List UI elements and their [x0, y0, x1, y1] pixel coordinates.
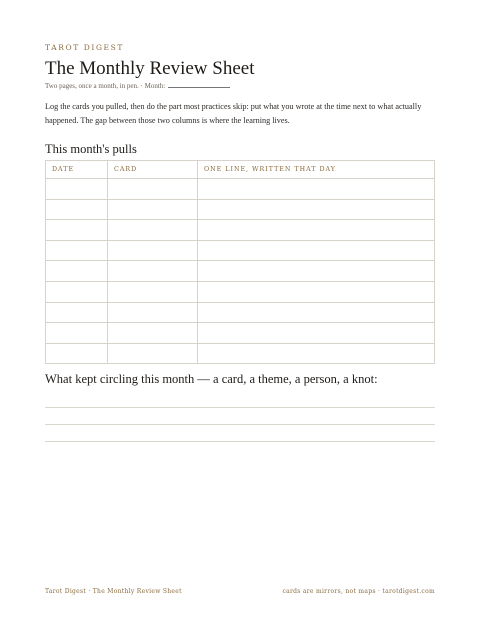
table-row [46, 323, 435, 344]
card-cell[interactable] [108, 261, 198, 282]
write-line[interactable] [45, 441, 435, 442]
date-cell[interactable] [46, 302, 108, 323]
pulls-table [45, 160, 435, 364]
date-cell[interactable] [46, 179, 108, 200]
header-card: CARD [108, 161, 198, 179]
card-cell[interactable] [108, 220, 198, 241]
write-line[interactable] [45, 407, 435, 408]
one-line-cell[interactable] [198, 240, 435, 261]
date-cell[interactable] [46, 220, 108, 241]
pulls-heading: This month's pulls [45, 142, 137, 156]
card-cell[interactable] [108, 240, 198, 261]
intro-paragraph: Log the cards you pulled, then do the part most practices skip: put what you wrote at the time next to what actually happened. The gap between those two columns is where the learning lives. [45, 102, 422, 125]
card-cell[interactable] [108, 179, 198, 200]
table-row [46, 179, 435, 200]
subtitle-text: Two pages, once a month, in pen. · Month: [45, 82, 166, 90]
month-blank-line[interactable] [168, 80, 230, 88]
date-cell[interactable] [46, 240, 108, 261]
pulls-table-body [46, 179, 435, 364]
one-line-cell[interactable] [198, 302, 435, 323]
one-line-cell[interactable] [198, 261, 435, 282]
table-row [46, 261, 435, 282]
date-cell[interactable] [46, 343, 108, 364]
table-row [46, 220, 435, 241]
table-row [46, 240, 435, 261]
table-header-row [46, 161, 435, 179]
page-title: The Monthly Review Sheet [45, 58, 255, 79]
one-line-cell[interactable] [198, 199, 435, 220]
table-row [46, 343, 435, 364]
page-subtitle [45, 80, 230, 90]
table-row [46, 281, 435, 302]
date-cell[interactable] [46, 323, 108, 344]
date-cell[interactable] [46, 281, 108, 302]
date-cell[interactable] [46, 261, 108, 282]
date-cell[interactable] [46, 199, 108, 220]
page-footer [45, 588, 435, 595]
card-cell[interactable] [108, 343, 198, 364]
write-line[interactable] [45, 424, 435, 425]
one-line-cell[interactable] [198, 323, 435, 344]
footer-right: cards are mirrors, not maps · tarotdigest.com [282, 588, 435, 595]
footer-left: Tarot Digest · The Monthly Review Sheet [45, 588, 182, 595]
card-cell[interactable] [108, 302, 198, 323]
header-date: DATE [46, 161, 108, 179]
one-line-cell[interactable] [198, 179, 435, 200]
header-one-line: ONE LINE, WRITTEN THAT DAY [198, 161, 435, 179]
brand-label: TAROT DIGEST [45, 43, 124, 52]
circling-heading: What kept circling this month — a card, a theme, a person, a knot: [45, 372, 378, 386]
card-cell[interactable] [108, 281, 198, 302]
card-cell[interactable] [108, 323, 198, 344]
one-line-cell[interactable] [198, 220, 435, 241]
card-cell[interactable] [108, 199, 198, 220]
table-row [46, 302, 435, 323]
table-row [46, 199, 435, 220]
one-line-cell[interactable] [198, 281, 435, 302]
one-line-cell[interactable] [198, 343, 435, 364]
